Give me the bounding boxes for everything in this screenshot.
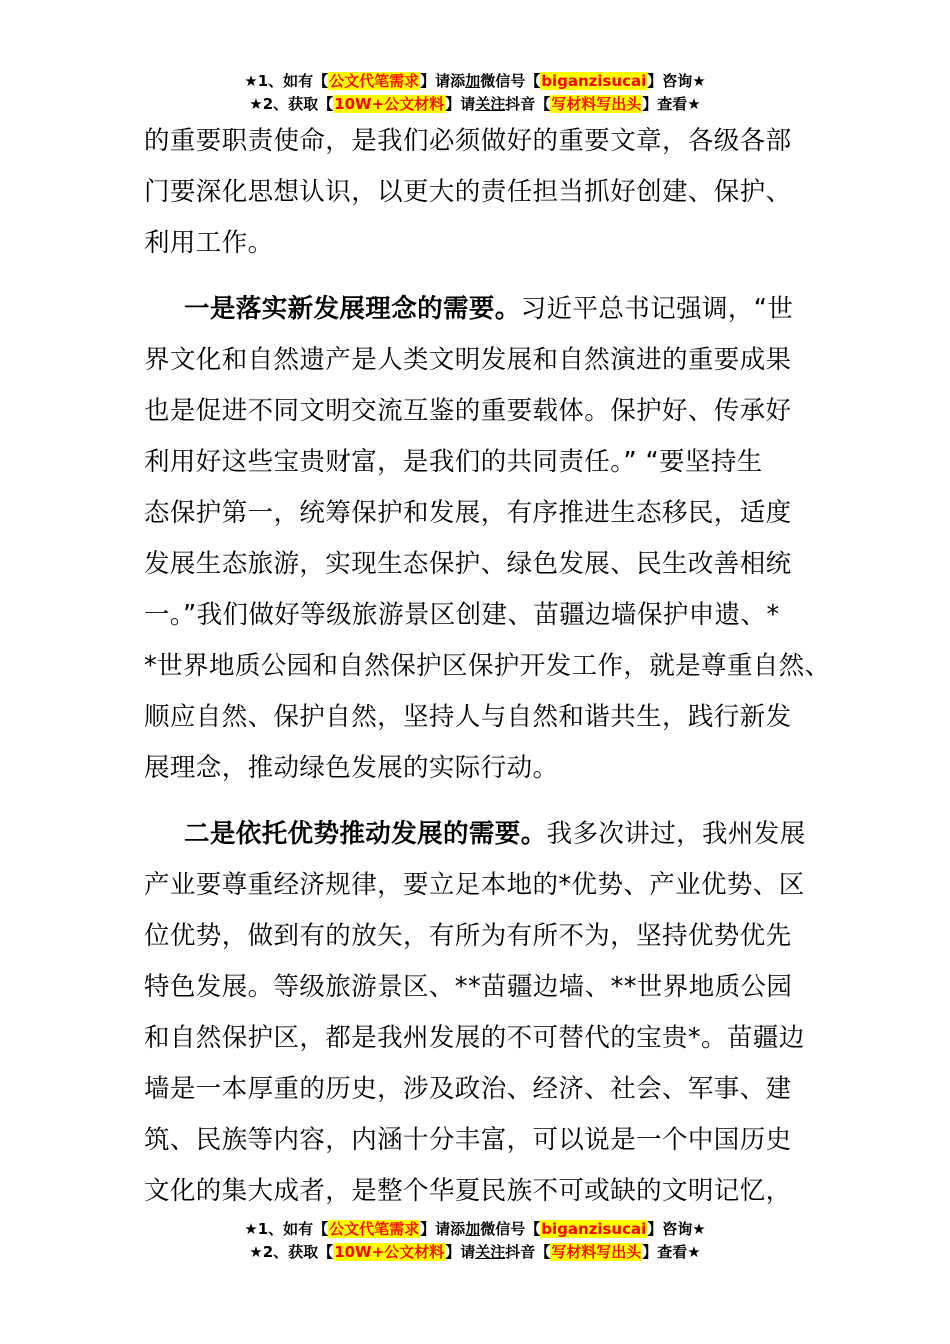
promo-line-1 <box>0 1218 950 1241</box>
header-promo-banner <box>0 70 950 116</box>
promo-text: 微信号【 <box>480 72 541 90</box>
body-line: 和自然保护区，都是我州发展的不可替代的宝贵*。苗疆边 <box>144 1023 805 1053</box>
promo-text: 】请添 <box>420 72 466 90</box>
body-line: 利用工作。 <box>144 228 274 258</box>
body-line: 特色发展。等级旅游景区、**苗疆边墙、**世界地质公园 <box>144 972 793 1002</box>
promo-underline-text: 加 <box>465 1220 481 1238</box>
body-line: 产业要尊重经济规律，要立足本地的*优势、产业优势、区 <box>144 870 805 900</box>
para1-heading: 一是落实新发展理念的需要。 <box>184 294 521 324</box>
promo-text: ★1、如有【 <box>244 1220 329 1238</box>
promo-text: 】请添 <box>420 1220 466 1238</box>
promo-highlight: 公文代笔需求 <box>329 1220 420 1238</box>
document-body <box>144 116 831 1217</box>
promo-text: 】请 <box>445 95 476 113</box>
paragraph-gap <box>144 794 824 809</box>
body-line: 利用好这些宝贵财富，是我们的共同责任。” “要坚持生 <box>144 447 763 477</box>
body-line: 态保护第一，统筹保护和发展，有序推进生态移民，适度 <box>144 498 792 528</box>
body-line: 顺应自然、保护自然，坚持人与自然和谐共生，践行新发 <box>144 702 792 732</box>
promo-line-2 <box>0 1241 950 1264</box>
body-line: 发展生态旅游，实现生态保护、绿色发展、民生改善相统 <box>144 549 792 579</box>
body-line: 筑、民族等内容，内涵十分丰富，可以说是一个中国历史 <box>144 1125 792 1155</box>
promo-underline-text: 关注 <box>475 1243 506 1261</box>
promo-text: 】查看★ <box>642 95 701 113</box>
promo-underline-text: 加 <box>465 72 481 90</box>
body-text: 我多次讲过，我州发展 <box>546 819 806 849</box>
promo-highlight: 公文代笔需求 <box>329 72 420 90</box>
body-line: 文化的集大成者，是整个华夏民族不可或缺的文明记忆， <box>144 1176 792 1206</box>
promo-highlight: 10W+公文材料 <box>334 1243 445 1261</box>
body-line: 一。”我们做好等级旅游景区创建、苗疆边墙保护申遗、* <box>144 600 780 630</box>
promo-text: 】咨询★ <box>647 1220 706 1238</box>
promo-text: ★2、获取【 <box>249 1243 334 1261</box>
promo-text: ★2、获取【 <box>249 95 334 113</box>
body-line: 展理念，推动绿色发展的实际行动。 <box>144 753 559 783</box>
paragraph-gap <box>144 269 824 284</box>
promo-text: 】请 <box>445 1243 476 1261</box>
body-line: 也是促进不同文明交流互鉴的重要载体。保护好、传承好 <box>144 396 792 426</box>
promo-text: 抖音【 <box>505 95 551 113</box>
body-line: 墙是一本厚重的历史，涉及政治、经济、社会、军事、建 <box>144 1074 792 1104</box>
promo-text: 】咨询★ <box>647 72 706 90</box>
promo-highlight: 10W+公文材料 <box>334 95 445 113</box>
para2-first-line <box>144 809 824 860</box>
body-line: 的重要职责使命，是我们必须做好的重要文章，各级各部 <box>144 126 792 156</box>
para1-first-line <box>144 284 824 335</box>
promo-underline-text: 关注 <box>475 95 506 113</box>
promo-highlight: biganzisucai <box>541 72 647 90</box>
body-text: 习近平总书记强调，“世 <box>520 294 794 324</box>
promo-highlight: 写材料写出头 <box>551 1243 642 1261</box>
body-line: 界文化和自然遗产是人类文明发展和自然演进的重要成果 <box>144 345 792 375</box>
body-line: 门要深化思想认识，以更大的责任担当抓好创建、保护、 <box>144 177 792 207</box>
body-line: 位优势，做到有的放矢，有所为有所不为，坚持优势优先 <box>144 921 792 951</box>
promo-line-1 <box>0 70 950 93</box>
footer-promo-banner <box>0 1218 950 1264</box>
promo-highlight: biganzisucai <box>541 1220 647 1238</box>
para2-heading: 二是依托优势推动发展的需要。 <box>184 819 547 849</box>
promo-line-2 <box>0 93 950 116</box>
body-line: *世界地质公园和自然保护区保护开发工作，就是尊重自然、 <box>144 651 831 681</box>
promo-highlight: 写材料写出头 <box>551 95 642 113</box>
promo-text: 抖音【 <box>505 1243 551 1261</box>
promo-text: 】查看★ <box>642 1243 701 1261</box>
promo-text: 微信号【 <box>480 1220 541 1238</box>
promo-text: ★1、如有【 <box>244 72 329 90</box>
